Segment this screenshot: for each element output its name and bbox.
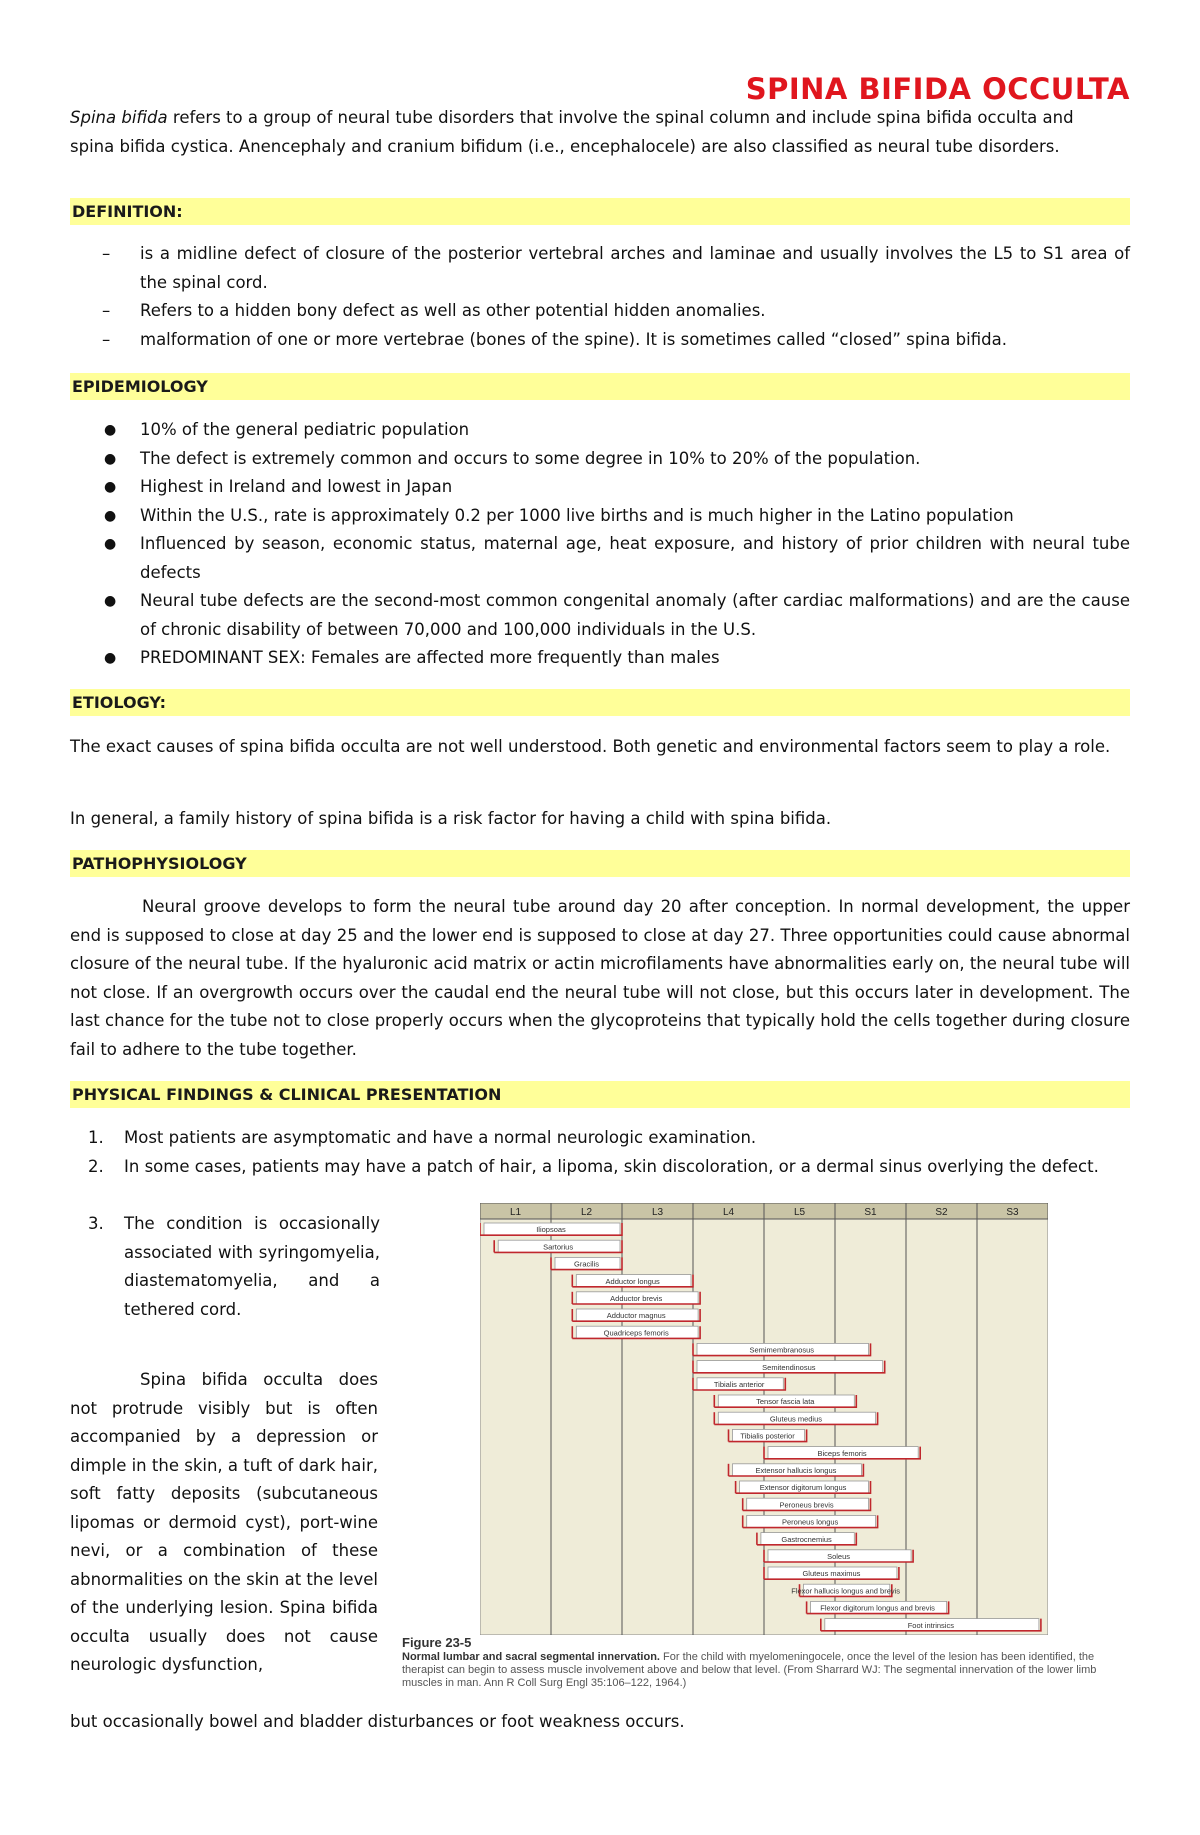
muscle-name: Flexor digitorum longus and brevis bbox=[820, 1603, 935, 1613]
column-label-l4: L4 bbox=[722, 1207, 735, 1218]
muscle-bar bbox=[693, 1361, 885, 1373]
muscle-name: Adductor magnus bbox=[606, 1311, 666, 1321]
definition-heading: DEFINITION: bbox=[70, 198, 1130, 225]
muscle-bar bbox=[572, 1309, 700, 1321]
list-item: ● 10% of the general pediatric population bbox=[104, 420, 470, 439]
muscle-bar bbox=[693, 1378, 785, 1390]
column-label-l1: L1 bbox=[509, 1207, 522, 1218]
muscle-name: Adductor brevis bbox=[610, 1294, 663, 1303]
innervation-chart bbox=[480, 1203, 1048, 1635]
intro-italic-term: Spina bifida bbox=[70, 108, 168, 127]
figure-caption-body: For the child with myelomeningocele, once the level of the lesion has been identified, the therapist can begin to assess muscle involvement above and below that level. (From Sharrard WJ: The segmental innervation of the lower limb muscles in man. Ann R Coll Surg Engl 35:106–122, 1964.) bbox=[402, 1651, 1097, 1689]
muscle-bar bbox=[551, 1257, 622, 1269]
list-item: – is a midline defect of closure of the posterior vertebral arches and laminae and usually involves the L5 to S1 area of the spinal cord. bbox=[102, 244, 1130, 292]
muscle-name: Peroneus longus bbox=[782, 1517, 839, 1527]
muscle-name: Tibialis anterior bbox=[713, 1380, 765, 1389]
muscle-name: Sartorius bbox=[543, 1242, 574, 1252]
muscle-bar bbox=[736, 1481, 871, 1493]
page-title: SPINA BIFIDA OCCULTA bbox=[745, 72, 1130, 106]
list-item: ● PREDOMINANT SEX: Females are affected more frequently than males bbox=[104, 648, 720, 667]
muscle-bar bbox=[494, 1240, 622, 1252]
column-label-l3: L3 bbox=[651, 1207, 664, 1218]
pathophysiology-paragraph: Neural groove develops to form the neural tube around day 20 after conception. In normal development, the upper end is supposed to close at day 25 and the lower end is supposed to close at day 27. Three opportunities could cause abnormal closure of the neural tube. If the hyaluronic acid matrix or actin microfilaments have abnormalities early on, the neural tube will not close. If an overgrowth occurs over the caudal end the neural tube will not close, but this occurs later in development. The last chance for the tube not to close properly occurs when the glycoproteins that typically hold the cells together during closure fail to adhere to the tube together. bbox=[70, 897, 1130, 1059]
muscle-name: Biceps femoris bbox=[817, 1448, 867, 1458]
muscle-bar bbox=[821, 1619, 1041, 1631]
list-item: ● Within the U.S., rate is approximately 0.2 per 1000 live births and is much higher in the Latino population bbox=[104, 505, 1014, 525]
column-label-s3: S3 bbox=[1006, 1207, 1019, 1218]
muscle-bar bbox=[572, 1326, 700, 1338]
epidemiology-heading: EPIDEMIOLOGY bbox=[70, 373, 1130, 400]
figure-caption-title: Normal lumbar and sacral segmental innervation. bbox=[402, 1651, 660, 1663]
muscle-name: Gluteus medius bbox=[769, 1414, 823, 1424]
muscle-name: Foot intrinsics bbox=[907, 1620, 954, 1630]
muscle-bar bbox=[729, 1464, 864, 1476]
list-item: 3. The condition is occasionally associated with syringomyelia, diastematomyelia, and a tethered cord. bbox=[88, 1214, 380, 1319]
muscle-name: Iliopsoas bbox=[536, 1225, 566, 1235]
figure-number: Figure 23-5 bbox=[402, 1635, 472, 1650]
epidemiology-list bbox=[70, 416, 1130, 673]
muscle-name: Extensor digitorum longus bbox=[759, 1483, 847, 1493]
intro-line1: refers to a group of neural tube disorders that involve the spinal column and include spina bifida occulta and bbox=[167, 108, 1074, 127]
list-item: 1. Most patients are asymptomatic and have a normal neurologic examination. bbox=[88, 1128, 757, 1147]
list-item: ● Neural tube defects are the second-most common congenital anomaly (after cardiac malformations) and are the cause of chronic disability of between 70,000 and 100,000 individuals in the U.S. bbox=[104, 591, 1130, 639]
intro-line2: spina bifida cystica. Anencephaly and cranium bifidum (i.e., encephalocele) are also classified as neural tube disorders. bbox=[70, 136, 1060, 156]
physical-findings-list-continued bbox=[60, 1210, 380, 1324]
list-item: 2. In some cases, patients may have a patch of hair, a lipoma, skin discoloration, or a dermal sinus overlying the defect. bbox=[88, 1156, 1099, 1176]
muscle-name: Gracilis bbox=[573, 1259, 600, 1269]
muscle-bar bbox=[480, 1223, 622, 1235]
list-item: ● Influenced by season, economic status, maternal age, heat exposure, and history of prior children with neural tube defects bbox=[104, 534, 1130, 582]
muscle-bar bbox=[807, 1601, 949, 1613]
muscle-name: Quadriceps femoris bbox=[603, 1328, 669, 1338]
etiology-paragraph-1: The exact causes of spina bifida occulta are not well understood. Both genetic and environmental factors seem to play a role. bbox=[70, 737, 1111, 756]
muscle-name: Extensor hallucis longus bbox=[755, 1466, 837, 1475]
muscle-bar bbox=[693, 1343, 871, 1355]
muscle-name: Tibialis posterior bbox=[740, 1431, 795, 1441]
muscle-name: Gluteus maximus bbox=[802, 1569, 861, 1579]
muscle-name: Peroneus brevis bbox=[779, 1500, 834, 1510]
muscle-bar bbox=[764, 1447, 920, 1459]
muscle-name: Gastrocnemius bbox=[781, 1534, 832, 1544]
occulta-description-paragraph: Spina bifida occulta does not protrude visibly but is often accompanied by a depression or dimple in the skin, a tuft of dark hair, soft fatty deposits (subcutaneous lipomas or dermoid cyst), port-wine nevi, or a combination of these abnormalities on the skin at the level of the underlying lesion. Spina bifida occulta usually does not cause neurologic dysfunction, bbox=[70, 1370, 378, 1674]
figure-caption bbox=[402, 1636, 1130, 1690]
innervation-figure bbox=[480, 1203, 1130, 1639]
muscle-bar bbox=[764, 1567, 899, 1579]
muscle-bar bbox=[714, 1412, 877, 1424]
muscle-bar bbox=[743, 1515, 878, 1527]
muscle-name: Tensor fascia lata bbox=[756, 1397, 815, 1407]
muscle-name: Semitendinosus bbox=[762, 1362, 816, 1372]
physical-findings-list bbox=[60, 1124, 1130, 1181]
pathophysiology-heading: PATHOPHYSIOLOGY bbox=[70, 850, 1130, 877]
muscle-bar bbox=[791, 1584, 900, 1596]
list-item: – Refers to a hidden bony defect as well as other potential hidden anomalies. bbox=[102, 301, 766, 320]
muscle-name: Adductor longus bbox=[605, 1276, 660, 1286]
column-label-l2: L2 bbox=[580, 1207, 593, 1218]
muscle-bar bbox=[572, 1275, 693, 1287]
muscle-name: Soleus bbox=[827, 1552, 851, 1561]
muscle-bar bbox=[764, 1550, 913, 1562]
intro-paragraph bbox=[70, 104, 1130, 161]
column-label-s1: S1 bbox=[864, 1207, 877, 1218]
muscle-bar bbox=[729, 1429, 807, 1441]
muscle-bar bbox=[714, 1395, 856, 1407]
muscle-bar bbox=[757, 1533, 856, 1545]
muscle-bar bbox=[743, 1498, 871, 1510]
list-item: – malformation of one or more vertebrae (bones of the spine). It is sometimes called “closed” spina bifida. bbox=[102, 329, 1007, 349]
column-label-s2: S2 bbox=[935, 1207, 948, 1218]
muscle-bar bbox=[572, 1292, 700, 1304]
list-item: ● The defect is extremely common and occurs to some degree in 10% to 20% of the population. bbox=[104, 448, 921, 468]
etiology-paragraph-2: In general, a family history of spina bifida is a risk factor for having a child with spina bifida. bbox=[70, 809, 832, 828]
narrow-column bbox=[60, 1210, 380, 1324]
occulta-description-final-line: but occasionally bowel and bladder disturbances or foot weakness occurs. bbox=[70, 1712, 685, 1731]
physical-findings-heading: PHYSICAL FINDINGS & CLINICAL PRESENTATION bbox=[70, 1081, 1130, 1108]
muscle-name: Semimembranosus bbox=[749, 1345, 815, 1355]
column-label-l5: L5 bbox=[793, 1207, 806, 1218]
definition-list bbox=[70, 240, 1130, 354]
muscle-name: Flexor hallucis longus and brevis bbox=[791, 1586, 901, 1596]
etiology-heading: ETIOLOGY: bbox=[70, 689, 1130, 716]
list-item: ● Highest in Ireland and lowest in Japan bbox=[104, 477, 453, 496]
